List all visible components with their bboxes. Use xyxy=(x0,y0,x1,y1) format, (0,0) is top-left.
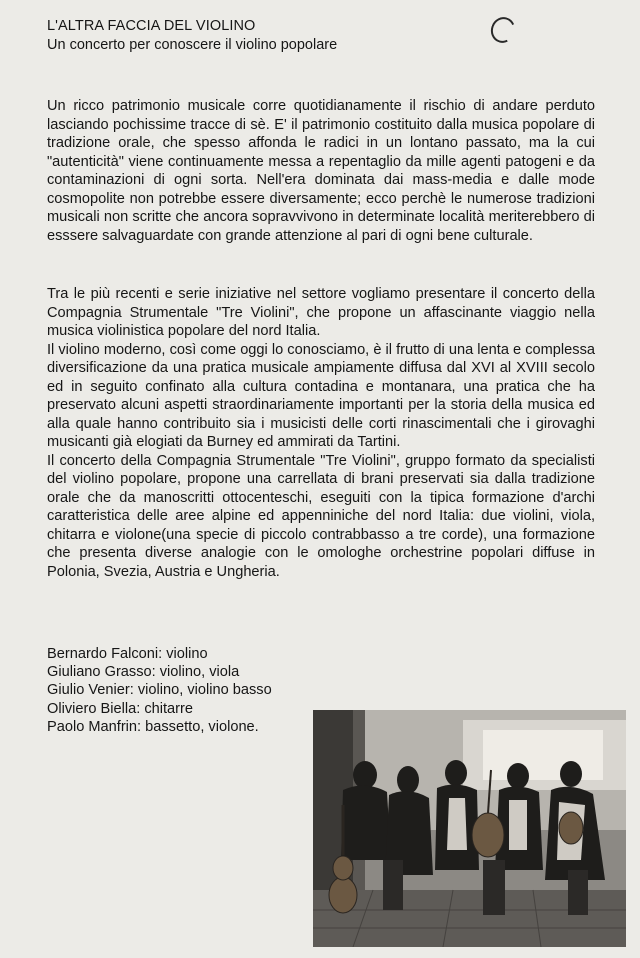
paragraph-3: Il violino moderno, così come oggi lo conosciamo, è il frutto di una lenta e complessa diversificazione da una pratica musicale ampiamente diffusa dal XVI al XVIII secolo ed in seguito confinato alla cultura contadina e montanara, una pratica che ha preservato alcuni aspetti straordinariamente importanti per la storia della musica ed alla quale hanno contribuito sia i musicisti delle corti rinascimentali che i girovaghi musicanti già elogiati da Burney ed ammirati da Tartini. xyxy=(47,341,595,450)
page-title: L'ALTRA FACCIA DEL VIOLINO xyxy=(47,18,256,34)
member-item: Bernardo Falconi: violino xyxy=(47,646,208,662)
member-item: Oliviero Biella: chitarre xyxy=(47,700,193,717)
paragraph-4: Il concerto della Compagnia Strumentale "Tre Violini", gruppo formato da specialisti del violino popolare, propone una carrellata di brani preservati sia dalla tradizione orale che da manoscritti ottocenteschi, eseguiti con la tipica formazione d'archi caratteristica delle aree alpine ed appenniniche del nord Italia: due violini, viola, chitarra e violone(una specie di piccolo contrabbasso a tre corde), una formazione che presenta diverse analogie con le omologhe orchestrine popolari diffuse in Polonia, Svezia, Austria e Ungheria. xyxy=(47,452,595,580)
member-item: Giuliano Grasso: violino, viola xyxy=(47,664,240,681)
member-item: Paolo Manfrin: bassetto, violone. xyxy=(47,718,259,735)
member-item: Giulio Venier: violino, violino basso xyxy=(47,682,272,699)
members-list xyxy=(47,645,272,736)
paragraph-2: Tra le più recenti e serie iniziative nel settore vogliamo presentare il concerto della Compagnia Strumentale "Tre Violini", che propone un affascinante viaggio nella musica violinistica popolare del nord Italia. xyxy=(47,286,595,339)
binder-hole-icon xyxy=(487,14,518,47)
band-photo xyxy=(313,710,626,947)
page-subtitle: Un concerto per conoscere il violino popolare xyxy=(47,37,338,53)
intro-paragraph xyxy=(47,97,595,245)
band-photo-illustration xyxy=(313,710,626,947)
paragraph-1: Un ricco patrimonio musicale corre quotidianamente il rischio di andare perduto lasciando pochissime tracce di sè. E' il patrimonio costituito dalla musica popolare di tradizione orale, che spesso affonda le radici in un lontano passato, ma la cui "autenticità" viene continuamente messa a repentaglio da mille agenti patogeni e da contaminazioni di ogni sorta. Nell'era dominata dai mass-media e dalle mode cosmopolite non potrebbe essere diversamente; ecco perchè le numerose tradizioni musicali non scritte che ancora sopravvivono in determinate località meriterebbero di esssere salvaguardate con grande attenzione al pari di ogni bene culturale. xyxy=(47,98,595,244)
main-text xyxy=(47,285,595,581)
